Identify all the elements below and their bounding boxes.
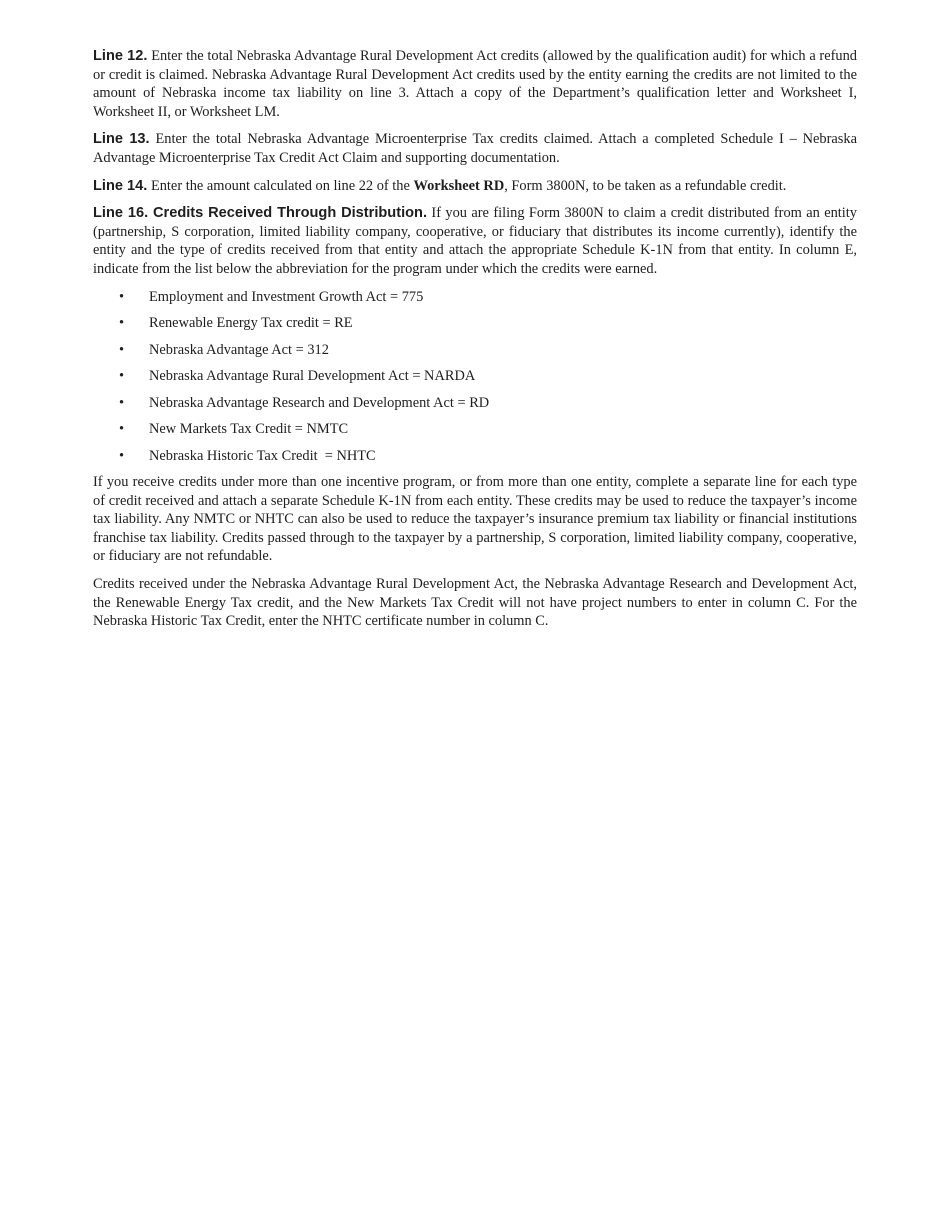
- line-13-paragraph: [93, 130, 857, 167]
- bullet-icon: •: [119, 447, 125, 464]
- list-item-text: Nebraska Historic Tax Credit = NHTC: [149, 447, 376, 464]
- list-item: [93, 447, 857, 466]
- list-item: [93, 394, 857, 413]
- line-13-label: Line 13.: [93, 131, 150, 148]
- line-12-label: Line 12.: [93, 48, 148, 64]
- list-item: [93, 367, 857, 386]
- line-14-text-before: Enter the amount calculated on line 22 of the: [147, 177, 414, 194]
- line-16-paragraph: [93, 204, 857, 278]
- multiple-credits-paragraph: If you receive credits under more than one incentive program, or from more than one entity, complete a separate line for each type of credit received and attach a separate Schedule K-1N from each entity. These credits may be used to reduce the taxpayer’s income tax liability. Any NMTC or NHTC can also be used to reduce the taxpayer’s insurance premium tax liability or financial institutions franchise tax liability. Credits passed through to the taxpayer by a partnership, S corporation, limited liability company, cooperative, or fiduciary are not refundable.: [93, 474, 857, 565]
- list-item-text: Nebraska Advantage Research and Development Act = RD: [149, 394, 490, 411]
- list-item: [93, 341, 857, 360]
- list-item: [93, 314, 857, 333]
- line-13-text: Enter the total Nebraska Advantage Microenterprise Tax credits claimed. Attach a completed Schedule I – Nebraska Advantage Microenterprise Tax Credit Act Claim and supporting documentation.: [93, 131, 857, 166]
- bullet-icon: •: [119, 394, 125, 411]
- line-16-label: Line 16. Credits Received Through Distribution.: [93, 205, 428, 222]
- line-14-paragraph: [93, 177, 857, 196]
- bullet-icon: •: [119, 315, 125, 332]
- program-abbreviation-list: [93, 288, 857, 466]
- instructions-page: [93, 47, 857, 640]
- line-14-label: Line 14.: [93, 177, 148, 194]
- worksheet-rd-reference: Worksheet RD: [413, 177, 505, 194]
- line-12-paragraph: [93, 47, 857, 121]
- list-item-text: New Markets Tax Credit = NMTC: [149, 421, 349, 438]
- list-item-text: Nebraska Advantage Act = 312: [149, 341, 329, 358]
- line-14-text-after: , Form 3800N, to be taken as a refundable credit.: [504, 177, 787, 194]
- list-item-text: Employment and Investment Growth Act = 775: [149, 288, 424, 305]
- bullet-icon: •: [119, 421, 125, 438]
- line-12-text: Enter the total Nebraska Advantage Rural Development Act credits (allowed by the qualification audit) for which a refund or credit is claimed. Nebraska Advantage Rural Development Act credits used by the entity earning the credits are not limited to the amount of Nebraska income tax liability on line 3. Attach a copy of the Department’s qualification letter and Worksheet I, Worksheet II, or Worksheet LM.: [93, 48, 857, 120]
- project-numbers-paragraph: Credits received under the Nebraska Advantage Rural Development Act, the Nebraska Advantage Research and Development Act, the Renewable Energy Tax credit, and the New Markets Tax Credit will not have project numbers to enter in column C. For the Nebraska Historic Tax Credit, enter the NHTC certificate number in column C.: [93, 576, 857, 630]
- list-item: [93, 288, 857, 307]
- line-16-text: If you are filing Form 3800N to claim a credit distributed from an entity (partnership, S corporation, limited liability company, cooperative, or fiduciary that distributes its income currently), identify the entity and the type of credits received from that entity and attach the appropriate Schedule K-1N from that entity. In column E, indicate from the list below the abbreviation for the program under which the credits were earned.: [93, 205, 857, 277]
- bullet-icon: •: [119, 368, 125, 385]
- bullet-icon: •: [119, 341, 125, 358]
- list-item-text: Renewable Energy Tax credit = RE: [149, 315, 353, 332]
- list-item-text: Nebraska Advantage Rural Development Act = NARDA: [149, 368, 476, 385]
- bullet-icon: •: [119, 288, 125, 305]
- list-item: [93, 420, 857, 439]
